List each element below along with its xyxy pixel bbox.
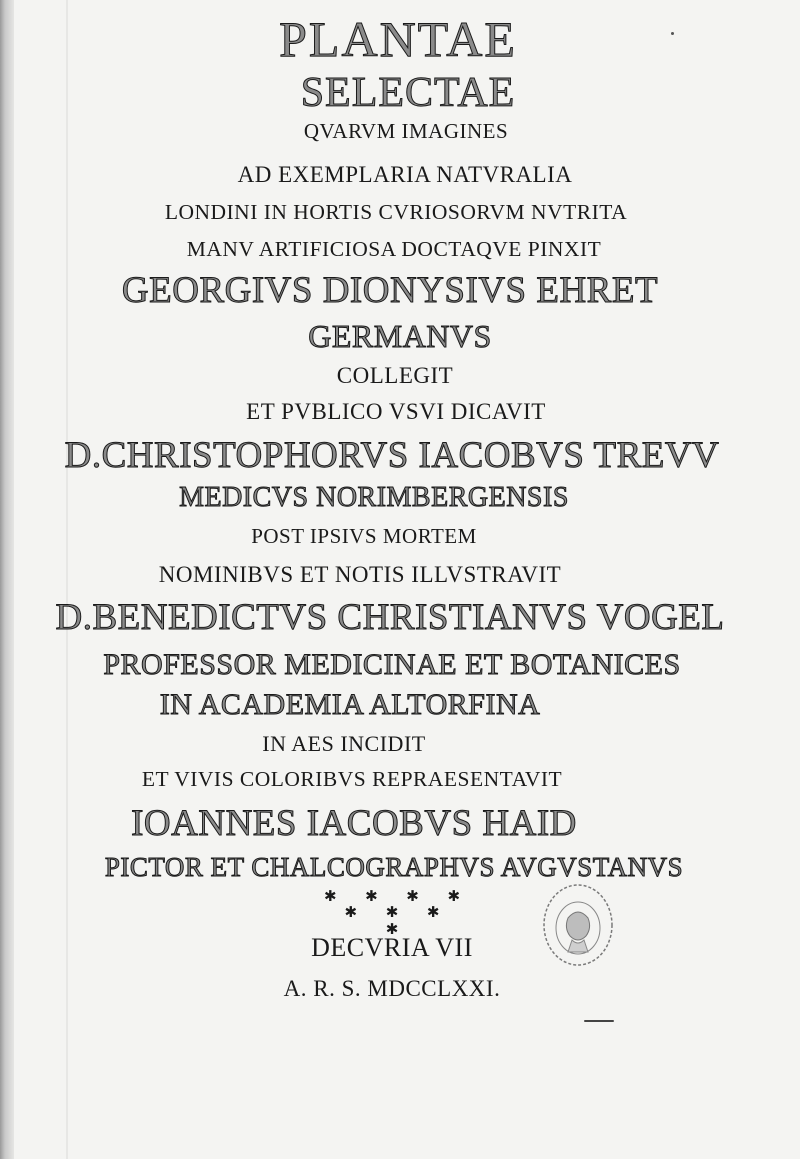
title-line-2: SELECTAE xyxy=(300,70,516,116)
title-line-20: IOANNES IACOBVS HAID xyxy=(131,803,577,844)
title-line-12: MEDICVS NORIMBERGENSIS xyxy=(179,482,569,513)
ornament-stars-row-3: ✱ xyxy=(385,920,399,938)
title-line-19: ET VIVIS COLORIBVS REPRAESENTAVIT xyxy=(141,767,563,791)
title-line-11: D.CHRISTOPHORVS IACOBVS TREVV xyxy=(64,435,720,476)
title-line-7: GEORGIVS DIONYSIVS EHRET xyxy=(121,270,659,311)
library-stamp xyxy=(538,880,618,970)
ornament-stars-row-1: ✱ ✱ ✱ ✱ xyxy=(323,887,461,905)
title-line-16: PROFESSOR MEDICINAE ET BOTANICES xyxy=(103,648,681,681)
title-line-5: LONDINI IN HORTIS CVRIOSORVM NVTRITA xyxy=(164,200,628,224)
title-line-21: PICTOR ET CHALCOGRAPHVS AVGVSTANVS xyxy=(104,852,684,882)
title-line-18: IN AES INCIDIT xyxy=(262,731,426,756)
speck xyxy=(671,32,674,35)
title-line-10: ET PVBLICO VSVI DICAVIT xyxy=(246,399,546,424)
rule-mark xyxy=(584,1020,614,1022)
title-line-8: GERMANVS xyxy=(308,318,492,354)
title-line-9: COLLEGIT xyxy=(336,363,454,388)
title-line-6: MANV ARTIFICIOSA DOCTAQVE PINXIT xyxy=(186,237,602,261)
decuria-line: DECVRIA VII xyxy=(311,933,473,962)
title-line-1: PLANTAE xyxy=(279,11,517,67)
title-line-14: NOMINIBVS ET NOTIS ILLVSTRAVIT xyxy=(158,562,562,587)
title-line-17: IN ACADEMIA ALTORFINA xyxy=(159,688,541,721)
title-line-15: D.BENEDICTVS CHRISTIANVS VOGEL xyxy=(55,597,725,638)
title-line-4: AD EXEMPLARIA NATVRALIA xyxy=(237,162,573,187)
title-line-3: QVARVM IMAGINES xyxy=(303,119,509,143)
title-line-13: POST IPSIVS MORTEM xyxy=(251,524,477,548)
ornament-stars-row-2: ✱ ✱ ✱ xyxy=(344,903,440,921)
year-line: A. R. S. MDCCLXXI. xyxy=(283,976,501,1001)
stamp-seal-icon xyxy=(538,880,618,970)
